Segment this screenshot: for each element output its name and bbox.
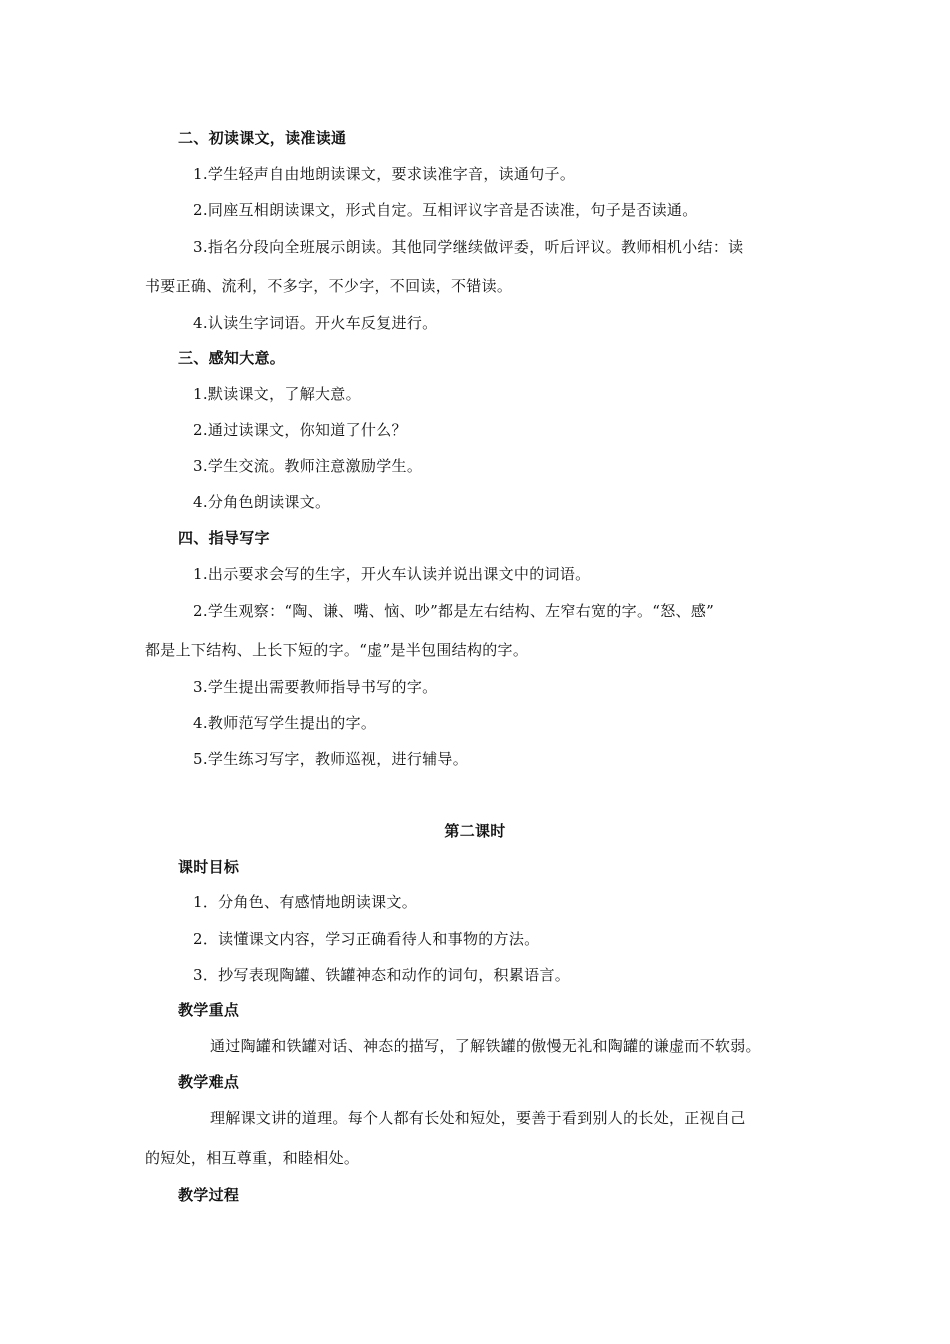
goals-heading: 课时目标 (178, 858, 240, 876)
list-item: 1.出示要求会写的生字，开火车认读并说出课文中的词语。 (193, 565, 591, 583)
list-item: 4.分角色朗读课文。 (193, 493, 331, 511)
list-item-continuation: 书要正确、流利，不多字，不少字，不回读，不错读。 (145, 277, 513, 295)
section-heading-writing: 四、指导写字 (178, 529, 270, 547)
list-item: 2.学生观察：“陶、谦、嘴、恼、吵”都是左右结构、左窄右宽的字。“怒、感” (193, 602, 715, 620)
list-item: 4.教师范写学生提出的字。 (193, 714, 377, 732)
goal-item: 3．抄写表现陶罐、铁罐神态和动作的词句，积累语言。 (193, 966, 571, 984)
list-item: 3.学生提出需要教师指导书写的字。 (193, 678, 438, 696)
list-item: 3.学生交流。教师注意激励学生。 (193, 457, 423, 475)
difficulty-text: 理解课文讲的道理。每个人都有长处和短处，要善于看到别人的长处，正视自己 (210, 1109, 746, 1127)
list-item: 3.指名分段向全班展示朗读。其他同学继续做评委，听后评议。教师相机小结：读 (193, 238, 744, 256)
goal-item: 2．读懂课文内容，学习正确看待人和事物的方法。 (193, 930, 540, 948)
section-heading-main-idea: 三、感知大意。 (178, 349, 286, 367)
difficulty-text-continuation: 的短处，相互尊重，和睦相处。 (145, 1149, 360, 1167)
list-item: 5.学生练习写字，教师巡视，进行辅导。 (193, 750, 469, 768)
list-item: 4.认读生字词语。开火车反复进行。 (193, 314, 438, 332)
list-item: 1.默读课文，了解大意。 (193, 385, 361, 403)
section-heading-first-reading: 二、初读课文，读准读通 (178, 129, 347, 147)
list-item: 2.同座互相朗读课文，形式自定。互相评议字音是否读准，句子是否读通。 (193, 201, 698, 219)
key-point-heading: 教学重点 (178, 1001, 240, 1019)
list-item: 1.学生轻声自由地朗读课文，要求读准字音，读通句子。 (193, 165, 576, 183)
list-item: 2.通过读课文，你知道了什么？ (193, 421, 407, 439)
goal-item: 1．分角色、有感情地朗读课文。 (193, 893, 418, 911)
lesson-title: 第二课时 (444, 822, 506, 840)
difficulty-heading: 教学难点 (178, 1073, 240, 1091)
process-heading: 教学过程 (178, 1186, 240, 1204)
list-item-continuation: 都是上下结构、上长下短的字。“虚”是半包围结构的字。 (145, 641, 529, 659)
key-point-text: 通过陶罐和铁罐对话、神态的描写，了解铁罐的傲慢无礼和陶罐的谦虚而不软弱。 (210, 1037, 761, 1055)
